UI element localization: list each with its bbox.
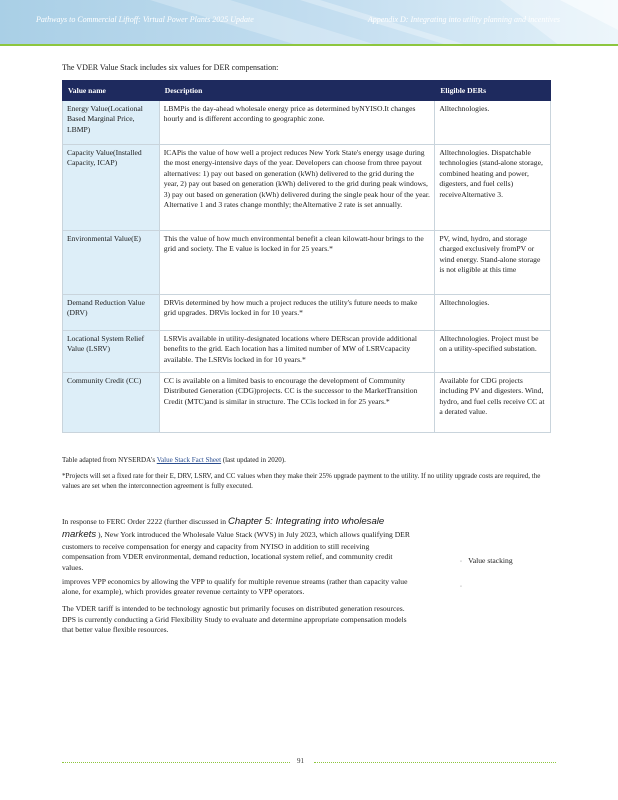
column-header-value-name: Value name <box>63 81 160 101</box>
footer-rule-left <box>62 762 290 763</box>
eligible-cell: Alltechnologies. Project must be on a utility-specified substation. <box>435 331 551 373</box>
value-name-cell: Demand Reduction Value (DRV) <box>63 295 160 331</box>
header-section: Appendix D: Integrating into utility planning and incentives <box>367 15 560 24</box>
body-text <box>62 515 412 639</box>
description-cell: CC is available on a limited basis to encourage the development of Community Distributed Generation (CDG)projects. CC is the successor to the MarketTransition Credit (MTC)and is similar in structure. The CCis locked in for 25 years.* <box>159 373 435 433</box>
sidebar-item-label: Value stacking <box>468 556 513 565</box>
value-name-cell: Environmental Value(E) <box>63 231 160 295</box>
page-number: 91 <box>297 757 304 765</box>
paragraph-wvs <box>62 515 412 574</box>
description-cell: LBMPis the day-ahead wholesale energy price as determined byNYISO.It changes hourly and is different according to geographic zone. <box>159 101 435 145</box>
sidebar-item <box>460 556 513 565</box>
table-header-row <box>63 81 551 101</box>
eligible-cell: PV, wind, hydro, and storage charged exclusively fromPV or wind energy. Stand-alone storage is not eligible at this time <box>435 231 551 295</box>
table-row <box>63 145 551 231</box>
vder-value-table <box>62 80 551 433</box>
table-notes <box>62 455 542 497</box>
eligible-cell: Available for CDG projects including PV and digesters. Wind, hydro, and fuel cells receive CC at a derated value. <box>435 373 551 433</box>
column-header-eligible-ders: Eligible DERs <box>435 81 551 101</box>
table-row <box>63 373 551 433</box>
description-cell: DRVis determined by how much a project reduces the utility's future needs to make grid upgrades. DRVis locked in for 10 years.* <box>159 295 435 331</box>
value-name-cell: Locational System Relief Value (LSRV) <box>63 331 160 373</box>
paragraph-vder-tariff: The VDER tariff is intended to be technology agnostic but primarily focuses on distributed generation resources. DPS is currently conducting a Grid Flexibility Study to evaluate and determine appropriate compensation models that better value flexible resources. <box>62 603 407 635</box>
table-source-note <box>62 455 542 465</box>
footer-rule-right <box>314 762 556 763</box>
chapter-reference: Chapter 5: Integrating into wholesale markets <box>62 516 385 541</box>
paragraph-end: ), New York introduced the Wholesale Value Stack (WVS) in July 2023, which allows qualifying DER customers to receive compensation for energy and capacity from NYISO in addition to still receiving compensation from VDER environmental, demand reduction, locational system relief, and community credit values. <box>62 530 410 573</box>
value-name-cell: Capacity Value(Installed Capacity, ICAP) <box>63 145 160 231</box>
value-stack-fact-sheet-link[interactable]: Value Stack Fact Sheet <box>156 456 222 464</box>
table-row <box>63 101 551 145</box>
description-cell: ICAPis the value of how well a project reduces New York State's energy usage during the most energy-intensive days of the year. Developers can choose from three payout alternatives: 1) pay out based on generation (kWh) delivered to the grid during the year, 2) pay out based on generation (kWh) delivered to the grid during peak windows, 3) pay out based on generation (kWh) delivered during the single peak hour of the year. Alternative 1 and 3 rates change monthly; theAlternative 2 rate is set annually. <box>159 145 435 231</box>
paragraph-vpp-economics: improves VPP economics by allowing the VPP to qualify for multiple revenue streams (rather than capacity value alone, for example), which provides greater revenue certainty to VPP operators. <box>62 576 408 597</box>
table-row <box>63 295 551 331</box>
value-name-cell: Energy Value(Locational Based Marginal Price, LBMP) <box>63 101 160 145</box>
source-prefix: Table adapted from NYSERDA's <box>62 456 156 464</box>
eligible-cell: Alltechnologies. <box>435 295 551 331</box>
value-name-cell: Community Credit (CC) <box>63 373 160 433</box>
footnote: *Projects will set a fixed rate for their E, DRV, LSRV, and CC values when they make their 25% upgrade payment to the utility. If no utility upgrade costs are required, the values are set when the interconnection agreement is fully executed. <box>62 472 541 491</box>
paragraph-start: In response to FERC Order 2222 (further discussed in <box>62 517 227 526</box>
column-header-description: Description <box>159 81 435 101</box>
table-row <box>63 231 551 295</box>
bullet-icon: ◦ <box>460 559 463 565</box>
bullet-icon: ◦ <box>460 584 463 590</box>
page-header <box>0 0 618 46</box>
description-cell: This the value of how much environmental benefit a clean kilowatt-hour brings to the grid and society. The E value is locked in for 25 years.* <box>159 231 435 295</box>
table-row <box>63 331 551 373</box>
description-cell: LSRVis available in utility-designated locations where DERscan provide additional benefits to the grid. Each location has a limited number of MW of LSRVcapacity available. The LSRVis locked in for 10 years.* <box>159 331 435 373</box>
eligible-cell: Alltechnologies. <box>435 101 551 145</box>
eligible-cell: Alltechnologies. Dispatchable technologies (stand-alone storage, combined heating and power, digesters, and fuel cells) receiveAlternative 3. <box>435 145 551 231</box>
header-title: Pathways to Commercial Liftoff: Virtual Power Plants 2025 Update <box>36 15 254 24</box>
table-intro: The VDER Value Stack includes six values for DER compensation: <box>62 63 279 72</box>
sidebar-item-empty <box>460 581 468 590</box>
source-suffix: (last updated in 2020). <box>222 456 286 464</box>
